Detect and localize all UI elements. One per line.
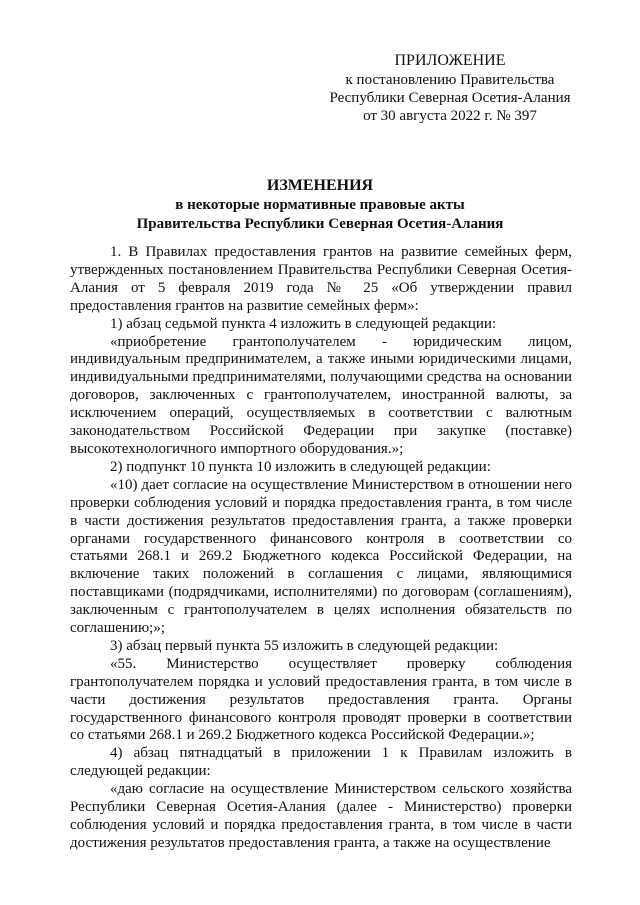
- paragraph-4: 2) подпункт 10 пункта 10 изложить в следующей редакции:: [110, 458, 491, 475]
- paragraph-8: 4) абзац пятнадцатый в приложении 1 к Правилам изложить в следующей редакции:: [70, 745, 572, 780]
- appendix-line-2: Республики Северная Осетия-Алания: [329, 90, 571, 106]
- document-title: [70, 176, 570, 234]
- paragraph-1: 1. В Правилах предоставления грантов на развитие семейных ферм, утвержденных постановлением Правительства Республики Северная Осетия-Алания от 5 февраля 2019 года № 25 «Об утверждении правил предоставления грантов на развитие семейных ферм»:: [70, 244, 572, 314]
- paragraph-9: «даю согласие на осуществление Министерством сельского хозяйства Республики Северная Осетия-Алания (далее - Министерство) проверки соблюдения условий и порядка предоставления гранта, в том числе в части достижения результатов предоставления гранта, а также на осуществление: [70, 781, 572, 851]
- appendix-line-1: к постановлению Правительства: [345, 72, 555, 88]
- paragraph-5: «10) дает согласие на осуществление Министерством в отношении него проверки соблюдения условий и порядка предоставления гранта, в том числе в части достижения результатов предоставления гранта, а также проверки органами государственного финансового контроля в соответствии со статьями 268.1 и 269.2 Бюджетного кодекса Российской Федерации, на включение таких положений в соглашения с лицами, являющимися поставщиками (подрядчиками, исполнителями) по договорам (соглашениям), заключенным с грантополучателем в целях исполнения обязательств по соглашению;»;: [70, 476, 572, 637]
- appendix-line-3: от 30 августа 2022 г. № 397: [363, 108, 537, 124]
- title-sub-1: в некоторые нормативные правовые акты: [175, 197, 465, 213]
- document-body: [70, 244, 572, 853]
- paragraph-3: «приобретение грантополучателем - юридическим лицом, индивидуальным предпринимателем, а также иными юридическими лицами, индивидуальными предпринимателями, получающими средства на основании договоров, заключенных с грантополучателем, иностранной валюты, за исключением операций, осуществляемых в соответствии с валютным законодательством Российской Федерации при закупке (поставке) высокотехнологичного импортного оборудования.»;: [70, 333, 572, 457]
- paragraph-7: «55. Министерство осуществляет проверку соблюдения грантополучателем порядка и условий предоставления гранта, в том числе в части достижения результатов предоставления гранта. Органы государственного финансового контроля проводят проверки в соответствии со статьями 268.1 и 269.2 Бюджетного кодекса Российской Федерации.»;: [70, 655, 572, 744]
- paragraph-6: 3) абзац первый пункта 55 изложить в следующей редакции:: [110, 637, 499, 654]
- appendix-block: [300, 52, 600, 125]
- title-main: ИЗМЕНЕНИЯ: [266, 177, 374, 194]
- paragraph-2: 1) абзац седьмой пункта 4 изложить в следующей редакции:: [110, 315, 497, 332]
- appendix-heading: ПРИЛОЖЕНИЕ: [394, 52, 506, 69]
- title-sub-2: Правительства Республики Северная Осетия-Алания: [136, 216, 504, 232]
